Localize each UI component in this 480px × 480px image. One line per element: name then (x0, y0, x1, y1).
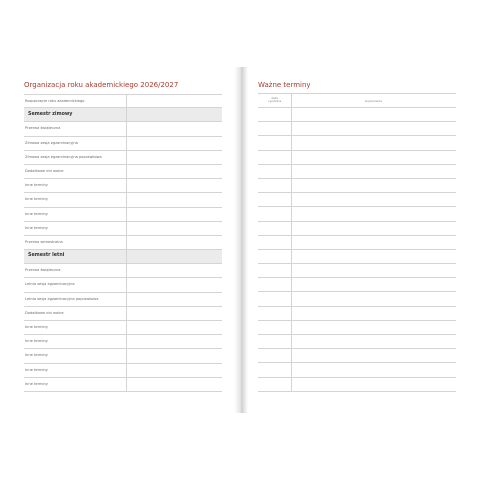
column-divider (291, 250, 292, 263)
value-cell[interactable] (126, 264, 127, 277)
column-divider (291, 363, 292, 376)
event-column-header: wydarzenie (364, 99, 383, 103)
row-label: Inne terminy (25, 325, 48, 329)
table-row[interactable] (258, 193, 456, 207)
table-row (24, 378, 222, 392)
column-divider (291, 136, 292, 149)
row-label: Dodatkowe dni wolne (25, 310, 64, 315)
table-row[interactable] (258, 122, 456, 136)
value-cell[interactable] (126, 293, 127, 306)
date-time-column-header (258, 97, 291, 105)
table-row[interactable] (258, 363, 456, 377)
row-label: Inne terminy (25, 197, 48, 202)
table-row[interactable] (258, 236, 456, 250)
table-row (24, 293, 222, 307)
row-label: Zimowa sesja egzaminacyjna poprawkowa (25, 154, 102, 159)
date-header-line1: data (271, 95, 278, 100)
table-row (24, 137, 222, 151)
date-header-line2: i godzina (267, 99, 282, 104)
table-row[interactable] (258, 136, 456, 150)
row-label: Letnia sesja egzaminacyjna poprawkowa (25, 296, 99, 301)
column-divider (291, 165, 292, 178)
table-row (24, 179, 222, 193)
academic-year-table (24, 94, 222, 392)
value-cell[interactable] (126, 208, 127, 221)
table-row[interactable] (258, 292, 456, 306)
table-row (24, 307, 222, 321)
value-cell[interactable] (126, 222, 127, 235)
table-row (24, 349, 222, 363)
table-row[interactable] (258, 278, 456, 292)
row-label: Rozpoczęcie roku akademickiego (25, 99, 85, 103)
value-cell[interactable] (126, 137, 127, 150)
column-divider (291, 151, 292, 164)
value-cell[interactable] (126, 321, 127, 334)
column-divider (291, 236, 292, 249)
value-cell[interactable] (126, 364, 127, 377)
row-label: Zimowa sesja egzaminacyjna (25, 140, 78, 145)
column-divider (291, 108, 292, 121)
table-row (24, 364, 222, 378)
column-divider (291, 179, 292, 192)
section-row (24, 108, 222, 122)
row-label: Inne terminy (25, 225, 48, 230)
row-label: Inne terminy (25, 339, 48, 344)
column-divider (291, 278, 292, 291)
table-row[interactable] (258, 250, 456, 264)
section-row (24, 250, 222, 264)
row-label: Inne terminy (25, 367, 48, 372)
book-spine-shadow (234, 67, 248, 413)
row-label: Dodatkowe dni wolne (25, 168, 64, 173)
value-cell[interactable] (126, 250, 127, 263)
table-row[interactable] (258, 179, 456, 193)
table-row (24, 222, 222, 236)
table-row (24, 264, 222, 278)
value-cell[interactable] (126, 95, 127, 107)
table-row[interactable] (258, 207, 456, 221)
column-divider (291, 207, 292, 220)
section-label: Semestr letni (28, 253, 65, 259)
table-row[interactable] (258, 335, 456, 349)
important-dates-header (258, 93, 456, 108)
table-row (24, 278, 222, 292)
table-row (24, 122, 222, 136)
table-row (24, 321, 222, 335)
value-cell[interactable] (126, 378, 127, 391)
column-divider (291, 349, 292, 362)
table-row (24, 236, 222, 250)
value-cell[interactable] (126, 108, 127, 121)
row-label: Inne terminy (25, 381, 48, 386)
table-row[interactable] (258, 378, 456, 392)
row-label: Przerwa semestralna (25, 239, 63, 244)
value-cell[interactable] (126, 165, 127, 178)
column-divider (291, 307, 292, 320)
row-label: Przerwa świąteczna (25, 126, 61, 131)
table-row[interactable] (258, 349, 456, 363)
left-page (0, 67, 240, 413)
value-cell[interactable] (126, 335, 127, 348)
table-row (24, 94, 222, 108)
column-divider (291, 335, 292, 348)
column-divider (291, 222, 292, 235)
row-label: Przerwa świąteczna (25, 268, 61, 273)
value-cell[interactable] (126, 349, 127, 362)
important-dates-table (258, 93, 456, 392)
column-divider (291, 264, 292, 277)
right-page (242, 67, 480, 413)
value-cell[interactable] (126, 307, 127, 320)
column-divider (291, 122, 292, 135)
table-row[interactable] (258, 222, 456, 236)
column-divider (291, 378, 292, 391)
left-page-title: Organizacja roku akademickiego 2026/2027 (24, 81, 179, 89)
table-row (24, 193, 222, 207)
value-cell[interactable] (126, 193, 127, 206)
table-row (24, 165, 222, 179)
column-divider (291, 193, 292, 206)
table-row[interactable] (258, 264, 456, 278)
table-row (24, 335, 222, 349)
value-cell[interactable] (126, 179, 127, 192)
table-row[interactable] (258, 321, 456, 335)
right-page-title: Ważne terminy (258, 81, 311, 89)
row-label: Inne terminy (25, 183, 48, 188)
column-divider (291, 292, 292, 305)
table-row (24, 151, 222, 165)
value-cell[interactable] (126, 151, 127, 164)
table-row[interactable] (258, 151, 456, 165)
table-row[interactable] (258, 165, 456, 179)
table-row[interactable] (258, 307, 456, 321)
section-label: Semestr zimowy (28, 111, 73, 117)
row-label: Inne terminy (25, 211, 48, 216)
row-label: Inne terminy (25, 353, 48, 358)
value-cell[interactable] (126, 278, 127, 291)
column-divider (291, 321, 292, 334)
table-row[interactable] (258, 108, 456, 122)
row-label: Letnia sesja egzaminacyjna (25, 282, 75, 287)
value-cell[interactable] (126, 236, 127, 249)
value-cell[interactable] (126, 122, 127, 135)
table-row (24, 208, 222, 222)
